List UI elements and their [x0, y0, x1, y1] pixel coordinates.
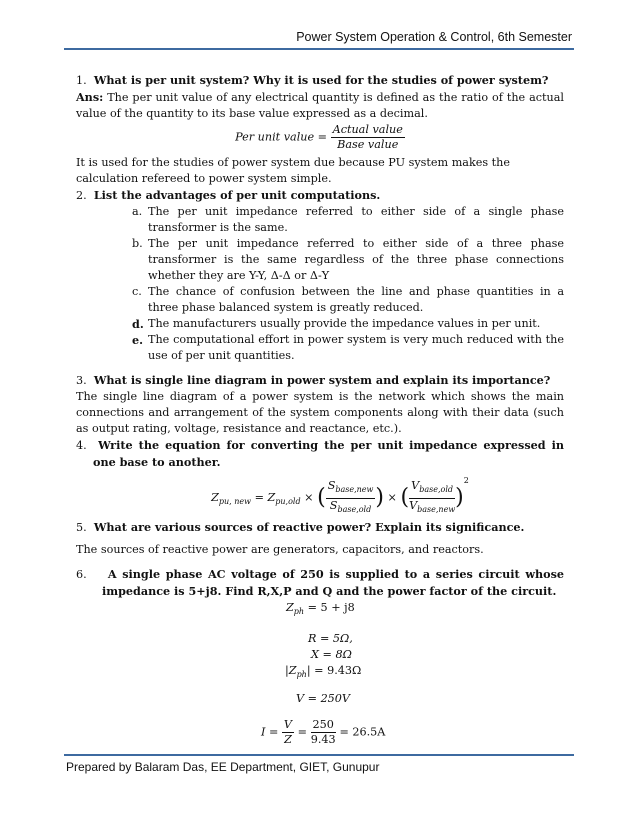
answer-3: The single line diagram of a power system is the network which shows the main connections and arrangement of the system components along with their data (such as output rating, voltage, resistance and reactance, etc.).	[76, 390, 564, 435]
answer-1-continued: It is used for the studies of power system due because PU system makes the calculation refereed to power system simple.	[76, 156, 510, 185]
question-2: 2. List the advantages of per unit computations.	[76, 188, 381, 202]
question-4: 4. Write the equation for converting the per unit impedance expressed in one base to another.	[76, 438, 564, 469]
list-item: a. The per unit impedance referred to either side of a single phase transformer is the same.	[132, 205, 564, 234]
list-item: b. The per unit impedance referred to either side of a three phase transformer is the same regardless of the three phase connections whether they are Y-Y, Δ-Δ or Δ-Y	[132, 237, 564, 282]
v-line: V = 250V	[296, 691, 350, 705]
list-item: d. The manufacturers usually provide the impedance values in per unit.	[132, 317, 541, 331]
eq-denominator: Base value	[337, 138, 399, 151]
header-rule	[64, 48, 574, 50]
list-item: e. The computational effort in power system is very much reduced with the use of per unit quantities.	[132, 333, 564, 362]
question-6: 6. A single phase AC voltage of 250 is supplied to a series circuit whose impedance is 5+j8. Find R,X,P and Q and the power factor of the circuit.	[76, 566, 564, 598]
page-header: Power System Operation & Control, 6th Semester	[296, 30, 572, 44]
zph-line: $Z_{ph} = 5 + j8$	[286, 600, 355, 616]
question-3-text: What is single line diagram in power system and explain its importance?	[93, 373, 551, 387]
eq-numerator: Actual value	[332, 123, 403, 136]
question-2-text: List the advantages of per unit computations.	[93, 188, 381, 202]
question-1-text: What is per unit system? Why it is used for the studies of power system?	[93, 73, 549, 87]
impedance-conversion-equation: $Z_{pu, new} = Z_{pu,old}$ × ( $\frac{S_{base,new}}{S_{base,old}}$ ) × ( $\frac{V_{base,old}}{V_{base,new}}$ )$^2$	[211, 476, 469, 514]
question-3: 3. What is single line diagram in power system and explain its importance?	[76, 373, 551, 387]
document-body	[76, 72, 564, 790]
question-1: 1. What is per unit system? Why it is used for the studies of power system?	[76, 73, 549, 87]
question-4-text: Write the equation for converting the per unit impedance expressed in one base to another.	[93, 438, 564, 469]
r-line: R = 5Ω,	[308, 631, 353, 645]
question-5: 5. What are various sources of reactive power? Explain its significance.	[76, 519, 525, 534]
x-line: X = 8Ω	[311, 647, 352, 661]
answer-1: Ans: The per unit value of any electrical quantity is defined as the ratio of the actual value of the quantity to its base value expressed as a decimal.	[76, 90, 565, 120]
current-line: I = $\frac{V}{Z}$ = $\frac{250}{9.43}$ = 26.5A	[261, 717, 386, 746]
list-item: c. The chance of confusion between the line and phase quantities in a three phase balanced system is greatly reduced.	[132, 285, 564, 314]
question-6-text: A single phase AC voltage of 250 is supplied to a series circuit whose impedance is 5+j8. Find R,X,P and Q and the power factor of the circuit.	[102, 566, 564, 598]
per-unit-equation: Per unit value = $\frac{\text{Actual value}}{\text{Base value}}$	[235, 123, 403, 151]
ans-label: Ans:	[76, 90, 104, 104]
page-footer: Prepared by Balaram Das, EE Department, GIET, Gunupur	[66, 760, 380, 774]
question-5-text: What are various sources of reactive power? Explain its significance.	[93, 519, 525, 534]
answer-5: The sources of reactive power are generators, capacitors, and reactors.	[76, 542, 484, 556]
zph-magnitude-line: $|Z_{ph}| = 9.43\Omega$	[285, 663, 362, 679]
footer-rule	[64, 754, 574, 756]
